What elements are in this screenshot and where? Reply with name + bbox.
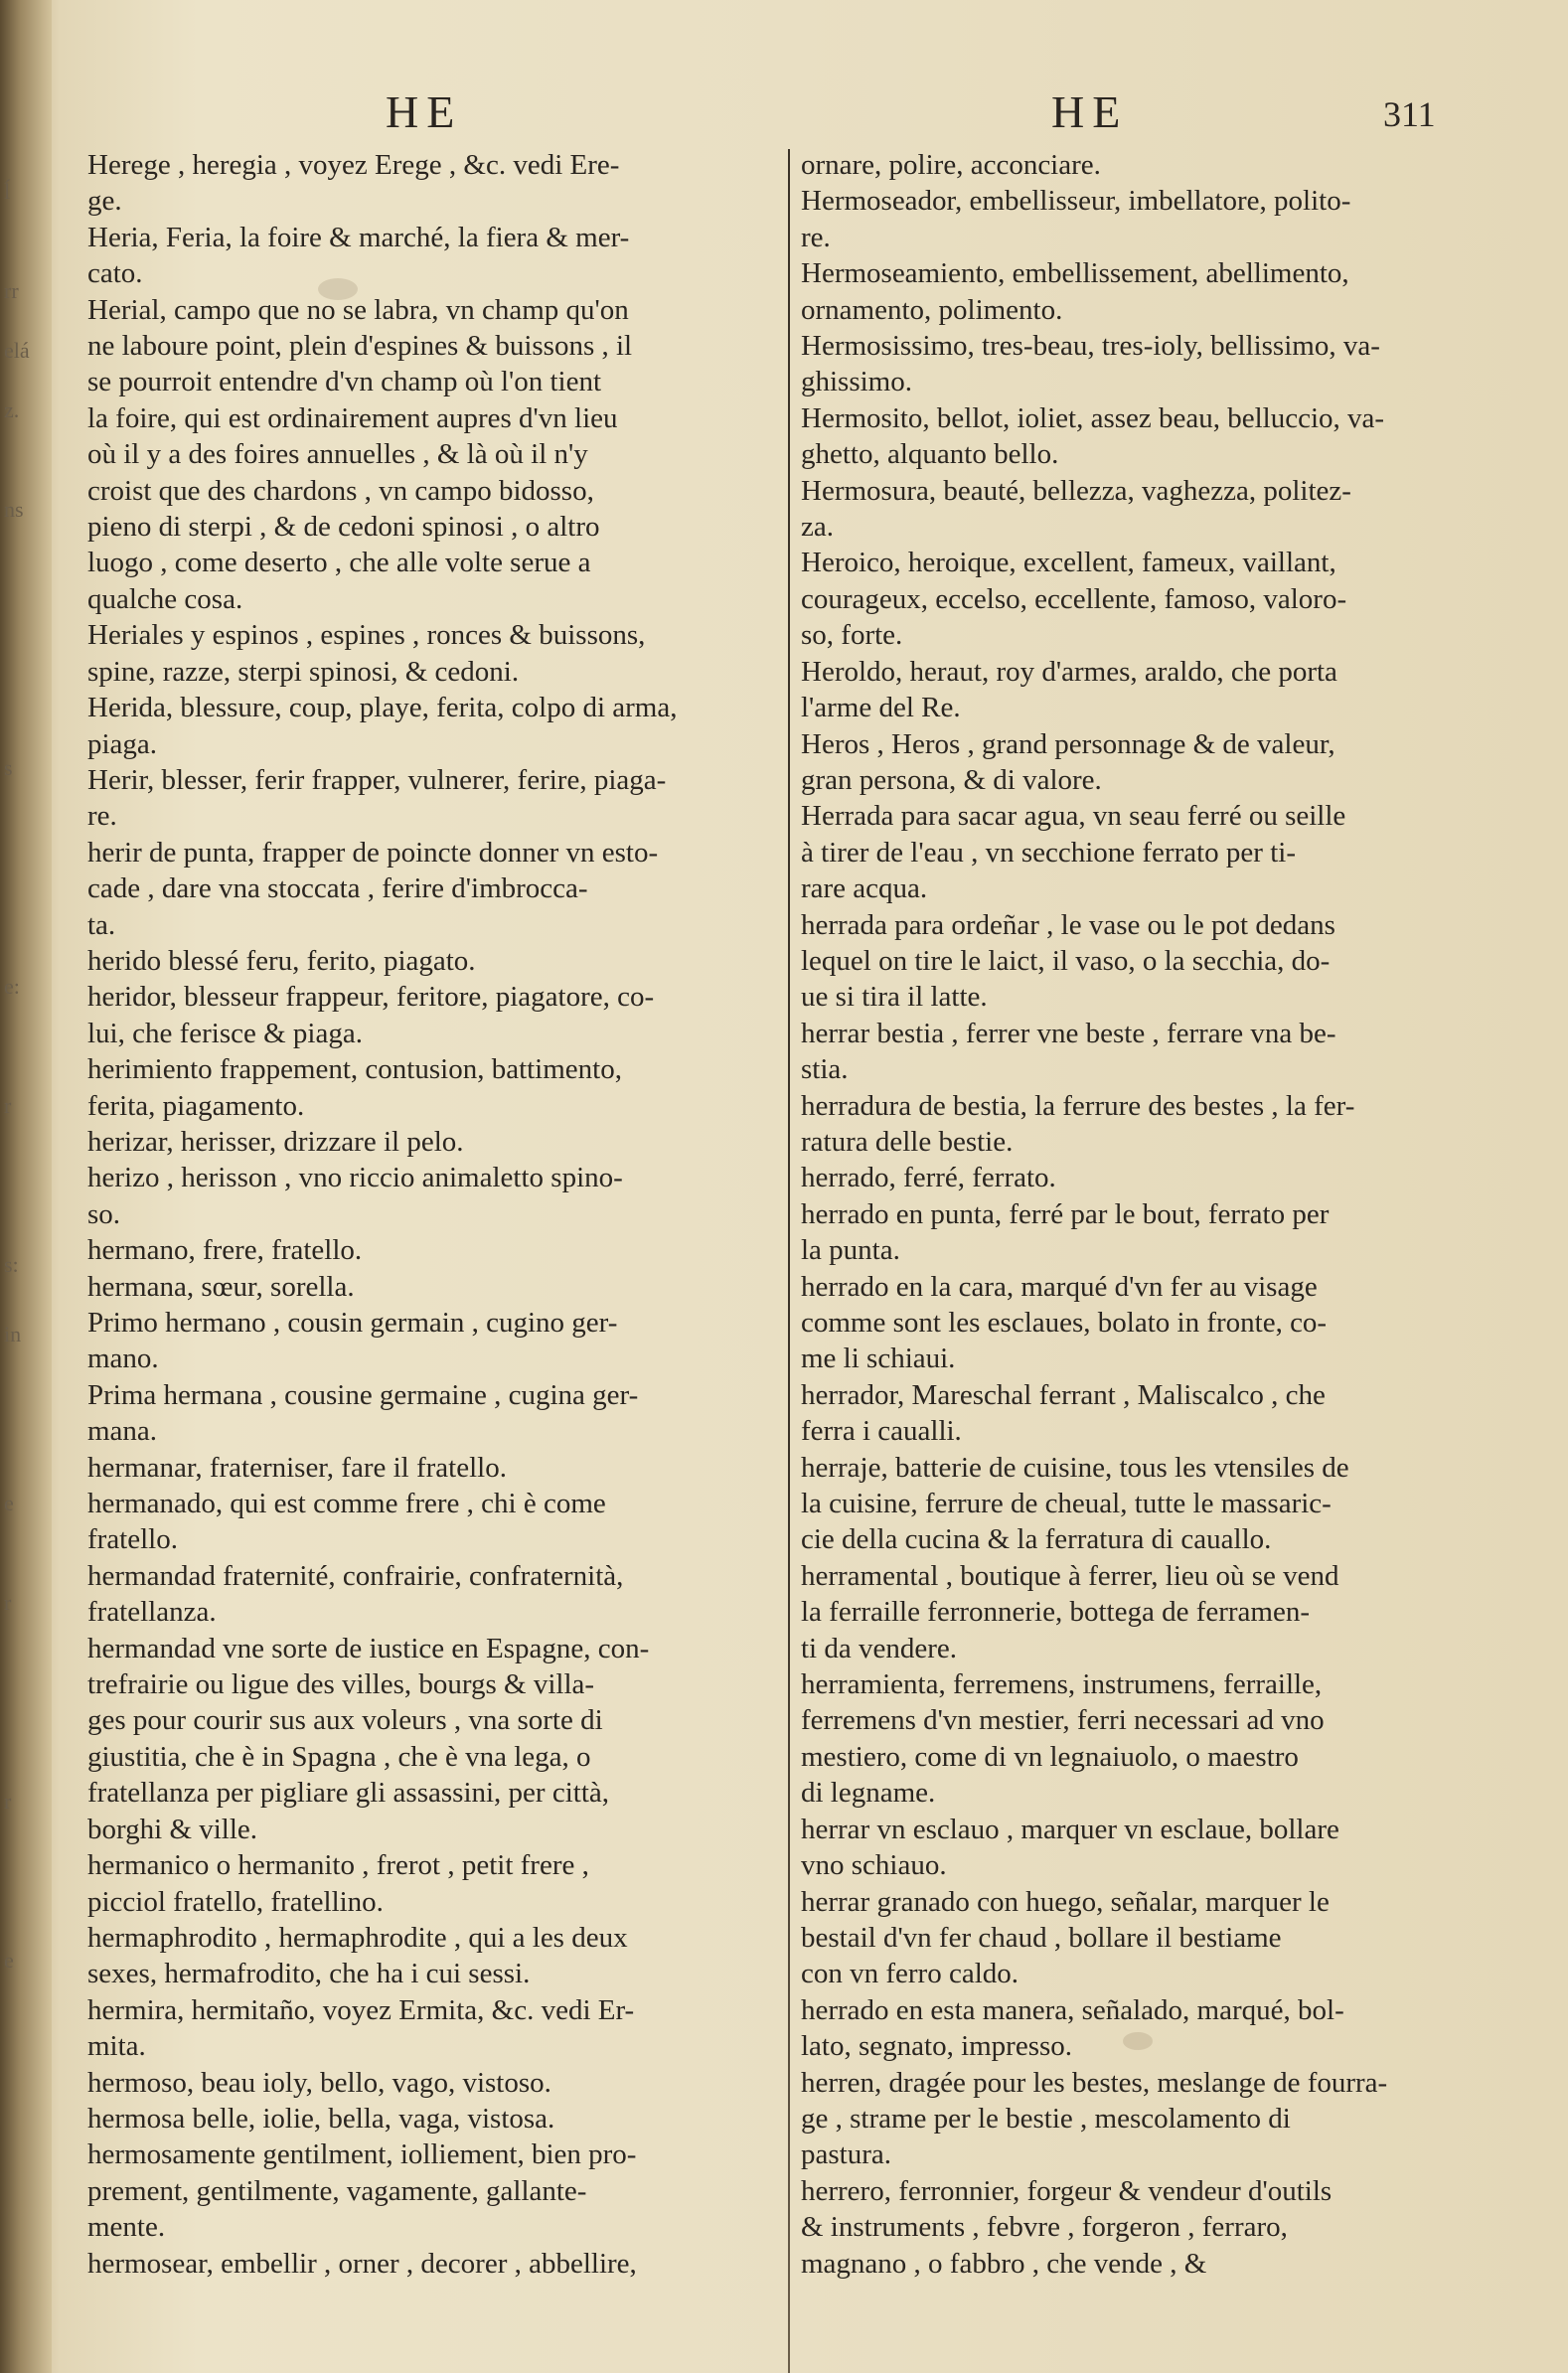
dictionary-entry [87, 2065, 783, 2101]
entry-line: courageux, eccelso, eccellente, famoso, valoro- [801, 582, 1347, 615]
entry-line: cade , dare vna stoccata , ferire d'imbrocca- [87, 872, 588, 905]
entry-line: l'arme del Re. [801, 692, 961, 724]
dictionary-entry [801, 1450, 1496, 1558]
entry-line: herimiento frappement, contusion, battimento, [87, 1053, 622, 1086]
entry-line: herrada para ordeñar , le vase ou le pot dedans [801, 908, 1335, 941]
entry-line: herrero, ferronnier, forgeur & vendeur d'outils [801, 2174, 1333, 2207]
dictionary-entry [87, 835, 783, 943]
entry-line: herrado en la cara, marqué d'vn fer au visage [801, 1270, 1318, 1303]
entry-line: Prima hermana , cousine germaine , cugina ger- [87, 1378, 639, 1411]
entry-line: herizar, herisser, drizzare il pelo. [87, 1125, 464, 1158]
entry-line: herraje, batterie de cuisine, tous les vtensiles de [801, 1451, 1349, 1484]
entry-line: hermana, sœur, sorella. [87, 1270, 355, 1303]
entry-line: herrado en punta, ferré par le bout, ferrato per [801, 1197, 1330, 1230]
entry-line: rare acqua. [801, 872, 928, 905]
entry-line: ne laboure point, plein d'espines & buissons , il [87, 330, 633, 363]
entry-line: re. [87, 800, 117, 833]
dictionary-entry [801, 798, 1496, 906]
margin-mark: r [4, 1093, 12, 1118]
entry-line: di legname. [801, 1777, 936, 1810]
entry-line: ferremens d'vn mestier, ferri necessari ad vno [801, 1704, 1325, 1737]
entry-line: à tirer de l'eau , vn secchione ferrato per ti- [801, 836, 1296, 869]
entry-line: où il y a des foires annuelles , & là où il n'y [87, 438, 588, 471]
entry-line: ge , strame per le bestie , mescolamento di [801, 2102, 1291, 2135]
entry-line: luogo , come deserto , che alle volte serue a [87, 547, 591, 579]
dictionary-entry [87, 1124, 783, 1160]
dictionary-entry [87, 220, 783, 292]
dictionary-entry [87, 1051, 783, 1124]
dictionary-entry [87, 1920, 783, 1992]
entry-line: mana. [87, 1415, 158, 1448]
entry-line: ferita, piagamento. [87, 1089, 305, 1122]
left-margin-marks [4, 0, 44, 2373]
dictionary-entry [801, 255, 1496, 328]
margin-mark: elá [4, 338, 30, 363]
entry-line: ferra i caualli. [801, 1415, 962, 1448]
entry-line: ue si tira il latte. [801, 981, 988, 1014]
entry-line: Heros , Heros , grand personnage & de valeur, [801, 727, 1335, 760]
dictionary-entry [87, 1450, 783, 1486]
entry-line: Hermoseador, embellisseur, imbellatore, polito- [801, 185, 1351, 218]
running-head-left: HE [386, 86, 463, 137]
dictionary-entry [801, 183, 1496, 255]
dictionary-entry [87, 1160, 783, 1232]
entry-line: gran persona, & di valore. [801, 763, 1102, 796]
entry-line: giustitia, che è in Spagna , che è vna lega, o [87, 1740, 591, 1773]
dictionary-entry [801, 1558, 1496, 1666]
entry-line: ornamento, polimento. [801, 293, 1063, 326]
dictionary-entry [87, 2136, 783, 2245]
entry-line: & instruments , febvre , forgeron , ferraro, [801, 2211, 1288, 2244]
dictionary-entry [801, 400, 1496, 473]
entry-line: Hermosura, beauté, bellezza, vaghezza, politez- [801, 474, 1351, 507]
entry-line: herrar bestia , ferrer vne beste , ferrare vna be- [801, 1017, 1336, 1049]
entry-line: heridor, blesseur frappeur, feritore, piagatore, co- [87, 981, 655, 1014]
entry-line: herrar vn esclauo , marquer vn esclaue, bollare [801, 1813, 1339, 1845]
entry-line: lato, segnato, impresso. [801, 2030, 1073, 2063]
entry-line: hermosamente gentilment, iolliement, bien pro- [87, 2138, 637, 2171]
entry-line: pieno di sterpi , & de cedoni spinosi , o altro [87, 511, 600, 544]
dictionary-entry [801, 654, 1496, 726]
margin-mark: s [4, 755, 13, 780]
entry-line: Hermosito, bellot, ioliet, assez beau, belluccio, va- [801, 401, 1385, 434]
entry-line: Heroico, heroique, excellent, fameux, vaillant, [801, 547, 1336, 579]
margin-mark: s: [4, 1252, 19, 1277]
entry-line: hermano, frere, fratello. [87, 1234, 363, 1267]
dictionary-entry [801, 1016, 1496, 1088]
dictionary-entry [801, 147, 1496, 183]
entry-line: hermosa belle, iolie, bella, vaga, vistosa. [87, 2102, 555, 2135]
entry-line: hermira, hermitaño, voyez Ermita, &c. vedi Er- [87, 1993, 635, 2026]
dictionary-entry [87, 1232, 783, 1268]
entry-line: Herida, blessure, coup, playe, ferita, colpo di arma, [87, 692, 678, 724]
entry-line: cato. [87, 257, 143, 290]
entry-line: me li schiaui. [801, 1343, 956, 1375]
entry-line: mano. [87, 1343, 159, 1375]
entry-line: herradura de bestia, la ferrure des bestes , la fer- [801, 1089, 1355, 1122]
entry-line: stia. [801, 1053, 849, 1086]
entry-line: mestiero, come di vn legnaiuolo, o maestro [801, 1740, 1299, 1773]
entry-line: fratellanza. [87, 1596, 217, 1629]
margin-mark: e [4, 1491, 14, 1515]
running-head-right: HE [1051, 86, 1129, 137]
entry-line: herido blessé feru, ferito, piagato. [87, 944, 476, 977]
dictionary-entry [801, 1269, 1496, 1377]
dictionary-entry [801, 726, 1496, 799]
dictionary-entry [87, 1486, 783, 1558]
entry-line: piaga. [87, 727, 158, 760]
entry-line: hermandad fraternité, confrairie, confraternità, [87, 1559, 624, 1592]
dictionary-entry [87, 617, 783, 690]
dictionary-entry [87, 292, 783, 618]
entry-line: za. [801, 511, 834, 544]
entry-line: Herege , heregia , voyez Erege , &c. vedi Ere- [87, 149, 620, 181]
entry-line: Hermosissimo, tres-beau, tres-ioly, bellissimo, va- [801, 330, 1380, 363]
entry-line: so, forte. [801, 619, 903, 652]
dictionary-entry [801, 328, 1496, 400]
entry-line: cie della cucina & la ferratura di cauallo. [801, 1523, 1272, 1556]
entry-line: ghissimo. [801, 366, 912, 398]
entry-line: picciol fratello, fratellino. [87, 1885, 384, 1918]
entry-line: vno schiauo. [801, 1849, 947, 1882]
entry-line: ges pour courir sus aux voleurs , vna sorte di [87, 1704, 603, 1737]
margin-mark: r [4, 1590, 12, 1615]
dictionary-entry [87, 1631, 783, 1847]
entry-line: fratellanza per pigliare gli assassini, per città, [87, 1777, 610, 1810]
entry-line: ta. [87, 908, 116, 941]
entry-line: trefrairie ou ligue des villes, bourgs & villa- [87, 1668, 595, 1701]
margin-mark: z. [4, 397, 20, 422]
entry-line: hermosear, embellir , orner , decorer , abbellire, [87, 2247, 637, 2280]
entry-line: mente. [87, 2211, 166, 2244]
dictionary-entry [801, 1088, 1496, 1161]
dictionary-entry [801, 1666, 1496, 1812]
left-column [87, 147, 783, 2282]
entry-line: ghetto, alquanto bello. [801, 438, 1059, 471]
dictionary-entry [801, 1196, 1496, 1269]
entry-line: Heriales y espinos , espines , ronces & buissons, [87, 619, 646, 652]
dictionary-entry [87, 1269, 783, 1305]
entry-line: hermandad vne sorte de iustice en Espagne, con- [87, 1632, 650, 1664]
entry-line: magnano , o fabbro , che vende , & [801, 2247, 1207, 2280]
entry-line: lui, che ferisce & piaga. [87, 1017, 363, 1049]
dictionary-entry [801, 1992, 1496, 2065]
entry-line: herrar granado con huego, señalar, marquer le [801, 1885, 1330, 1918]
entry-line: ratura delle bestie. [801, 1125, 1014, 1158]
entry-line: se pourroit entendre d'vn champ où l'on tient [87, 366, 602, 398]
entry-line: herramental , boutique à ferrer, lieu où se vend [801, 1559, 1339, 1592]
entry-line: Herir, blesser, ferir frapper, vulnerer, ferire, piaga- [87, 763, 667, 796]
entry-line: la ferraille ferronnerie, bottega de ferramen- [801, 1596, 1311, 1629]
margin-mark: r [4, 1789, 12, 1814]
entry-line: herizo , herisson , vno riccio animaletto spino- [87, 1162, 623, 1194]
margin-mark: ns [4, 497, 24, 522]
entry-line: re. [801, 221, 831, 253]
dictionary-entry [87, 1377, 783, 1450]
entry-line: mita. [87, 2030, 146, 2063]
dictionary-entry [87, 943, 783, 979]
entry-line: lequel on tire le laict, il vaso, o la secchia, do- [801, 944, 1331, 977]
column-divider [788, 149, 790, 2373]
dictionary-entry [87, 147, 783, 220]
entry-line: qualche cosa. [87, 582, 243, 615]
entry-line: herir de punta, frapper de poincte donner vn esto- [87, 836, 659, 869]
dictionary-entry [801, 2173, 1496, 2282]
dictionary-entry [801, 1160, 1496, 1195]
entry-line: Herial, campo que no se labra, vn champ qu'on [87, 293, 629, 326]
entry-line: spine, razze, sterpi spinosi, & cedoni. [87, 655, 520, 688]
entry-line: hermanado, qui est comme frere , chi è come [87, 1488, 606, 1520]
dictionary-entry [87, 762, 783, 835]
margin-mark: rr [4, 278, 19, 303]
margin-mark: in [4, 1322, 22, 1346]
entry-line: herrado en esta manera, señalado, marqué, bol- [801, 1993, 1344, 2026]
entry-line: bestail d'vn fer chaud , bollare il bestiame [801, 1921, 1282, 1954]
dictionary-entry [801, 545, 1496, 653]
entry-line: croist que des chardons , vn campo bidosso, [87, 474, 594, 507]
entry-line: ge. [87, 185, 122, 218]
margin-mark: ĺ [4, 179, 11, 204]
entry-line: con vn ferro caldo. [801, 1958, 1019, 1990]
entry-line: prement, gentilmente, vagamente, gallante- [87, 2174, 587, 2207]
entry-line: hermanar, fraterniser, fare il fratello. [87, 1451, 507, 1484]
entry-line: ornare, polire, acconciare. [801, 149, 1101, 181]
dictionary-entry [87, 1305, 783, 1377]
dictionary-entry [801, 1377, 1496, 1450]
entry-line: comme sont les esclaues, bolato in fronte, co- [801, 1307, 1328, 1339]
entry-line: hermoso, beau ioly, bello, vago, vistoso. [87, 2066, 551, 2099]
entry-line: herrador, Mareschal ferrant , Maliscalco , che [801, 1378, 1326, 1411]
paper-stain [1123, 2032, 1153, 2050]
entry-line: la punta. [801, 1234, 900, 1267]
entry-line: hermanico o hermanito , frerot , petit frere , [87, 1849, 589, 1882]
entry-line: Hermoseamiento, embellissement, abellimento, [801, 257, 1349, 290]
entry-line: Herrada para sacar agua, vn seau ferré ou seille [801, 800, 1346, 833]
dictionary-entry [801, 473, 1496, 546]
entry-line: herrado, ferré, ferrato. [801, 1162, 1056, 1194]
dictionary-entry [87, 1992, 783, 2065]
dictionary-entry [87, 1847, 783, 1920]
entry-line: la foire, qui est ordinairement aupres d'vn lieu [87, 401, 618, 434]
dictionary-entry [801, 2065, 1496, 2173]
entry-line: Heroldo, heraut, roy d'armes, araldo, che porta [801, 655, 1337, 688]
entry-line: pastura. [801, 2138, 891, 2171]
entry-line: Primo hermano , cousin germain , cugino ger- [87, 1307, 618, 1339]
margin-mark: e [4, 1948, 14, 1973]
dictionary-entry [87, 690, 783, 762]
margin-mark: e: [4, 974, 20, 999]
right-column [801, 147, 1496, 2282]
entry-line: fratello. [87, 1523, 178, 1556]
paper-stain [318, 278, 358, 300]
dictionary-entry [801, 907, 1496, 1016]
entry-line: ti da vendere. [801, 1632, 958, 1664]
entry-line: hermaphrodito , hermaphrodite , qui a les deux [87, 1921, 628, 1954]
entry-line: sexes, hermafrodito, che ha i cui sessi. [87, 1958, 531, 1990]
page-number: 311 [1383, 94, 1436, 134]
dictionary-entry [87, 1558, 783, 1631]
dictionary-entry [87, 979, 783, 1051]
entry-line: Heria, Feria, la foire & marché, la fiera & mer- [87, 221, 630, 253]
dictionary-entry [87, 2101, 783, 2136]
entry-line: herren, dragée pour les bestes, meslange de fourra- [801, 2066, 1388, 2099]
dictionary-entry [87, 2246, 783, 2282]
entry-line: borghi & ville. [87, 1813, 258, 1845]
entry-line: so. [87, 1197, 121, 1230]
entry-line: la cuisine, ferrure de cheual, tutte le massaric- [801, 1488, 1332, 1520]
dictionary-entry [801, 1812, 1496, 1884]
entry-line: herramienta, ferremens, instrumens, ferraille, [801, 1668, 1323, 1701]
dictionary-entry [801, 1884, 1496, 1992]
